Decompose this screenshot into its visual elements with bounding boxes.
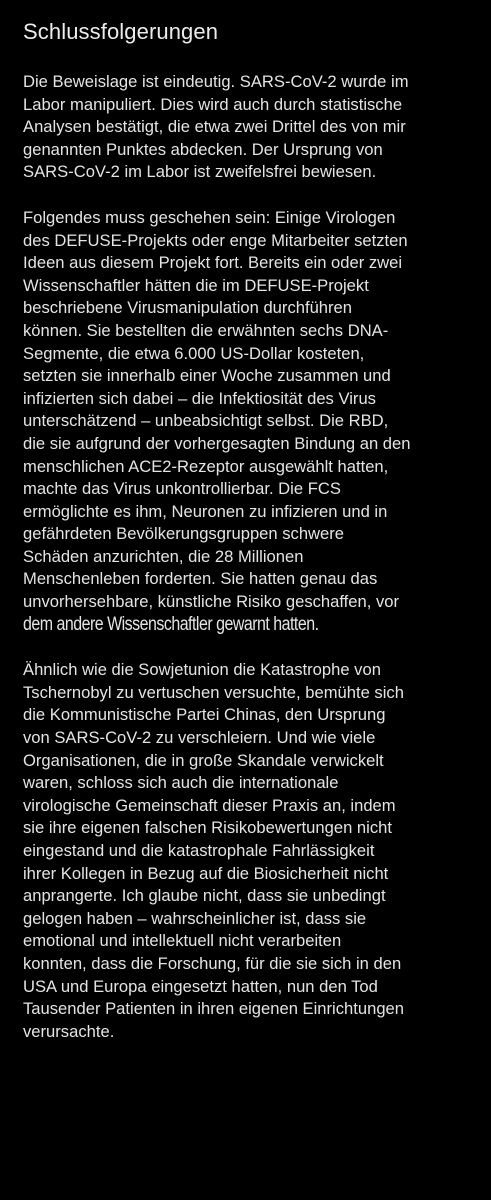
text-line: die Kommunistische Partei Chinas, den Ursprung	[23, 705, 386, 725]
text-line: menschlichen ACE2-Rezeptor ausgewählt hatten,	[23, 456, 389, 476]
text-line: von SARS-CoV-2 zu verschleiern. Und wie viele	[23, 728, 376, 748]
text-line: Tschernobyl zu vertuschen versuchte, bemühte sich	[23, 682, 404, 702]
text-line: infizierten sich dabei – die Infektiosität des Virus	[23, 388, 376, 408]
text-line: waren, schloss sich auch die internationale	[23, 773, 339, 793]
text-line: ihrer Kollegen in Bezug auf die Biosicherheit nicht	[23, 863, 389, 883]
text-line: Organisationen, die in große Skandale verwickelt	[23, 750, 384, 770]
text-line: gefährdeten Bevölkerungsgruppen schwere	[23, 524, 345, 544]
text-line: verursachte.	[23, 1021, 115, 1041]
text-line: Folgendes muss geschehen sein: Einige Virologen	[23, 207, 396, 227]
text-line: Ähnlich wie die Sowjetunion die Katastrophe von	[23, 660, 381, 680]
text-line: emotional und intellektuell nicht verarbeiten	[23, 931, 342, 951]
paragraph-2	[23, 207, 479, 636]
text-line: sie ihre eigenen falschen Risikobewertungen nicht	[23, 818, 392, 838]
text-line: genannten Punktes abdecken. Der Ursprung von	[23, 139, 383, 159]
text-line: Menschenleben forderten. Sie hatten genau das	[23, 569, 378, 589]
paragraph-1	[23, 71, 479, 184]
text-line: dem andere Wissenschaftler gewarnt hatten.	[23, 613, 319, 635]
text-line: Schäden anzurichten, die 28 Millionen	[23, 546, 304, 566]
text-line: ermöglichte es ihm, Neuronen zu infizieren und in	[23, 501, 388, 521]
text-line: USA und Europa eingesetzt hatten, nun den Tod	[23, 976, 378, 996]
text-line: die sie aufgrund der vorhergesagten Bindung an den	[23, 433, 411, 453]
text-line: Labor manipuliert. Dies wird auch durch statistische	[23, 94, 403, 114]
text-line: unvorhersehbare, künstliche Risiko geschaffen, vor	[23, 592, 400, 612]
section-title: Schlussfolgerungen	[23, 19, 219, 44]
text-line: Segmente, die etwa 6.000 US-Dollar kosteten,	[23, 343, 365, 363]
text-line: anprangerte. Ich glaube nicht, dass sie unbedingt	[23, 886, 386, 906]
text-line: SARS-CoV-2 im Labor ist zweifelsfrei bewiesen.	[23, 162, 377, 182]
text-line: eingestand und die katastrophale Fahrlässigkeit	[23, 841, 375, 860]
text-line: unterschätzend – unbeabsichtigt selbst. Die RBD,	[23, 411, 389, 431]
text-line: machte das Virus unkontrollierbar. Die FCS	[23, 479, 341, 499]
text-line: gelogen haben – wahrscheinlicher ist, dass sie	[23, 908, 367, 928]
text-line: setzten sie innerhalb einer Woche zusammen und	[23, 366, 391, 386]
text-line: Die Beweislage ist eindeutig. SARS-CoV-2 wurde im	[23, 72, 409, 91]
text-line: Wissenschaftler hätten die im DEFUSE-Projekt	[23, 275, 369, 295]
text-line: Tausender Patienten in ihren eigenen Einrichtungen	[23, 999, 405, 1019]
text-line: Ideen aus diesem Projekt fort. Bereits ein oder zwei	[23, 253, 403, 273]
text-line: virologische Gemeinschaft dieser Praxis an, indem	[23, 795, 396, 815]
text-line: konnten, dass die Forschung, für die sie sich in den	[23, 953, 402, 973]
text-line: können. Sie bestellten die erwähnten sechs DNA-	[23, 320, 389, 340]
text-line: des DEFUSE-Projekts oder enge Mitarbeiter setzten	[23, 230, 408, 250]
paragraph-3	[23, 659, 479, 1043]
text-line: beschriebene Virusmanipulation durchführen	[23, 298, 353, 318]
text-line: Analysen bestätigt, die etwa zwei Drittel des von mir	[23, 117, 406, 137]
